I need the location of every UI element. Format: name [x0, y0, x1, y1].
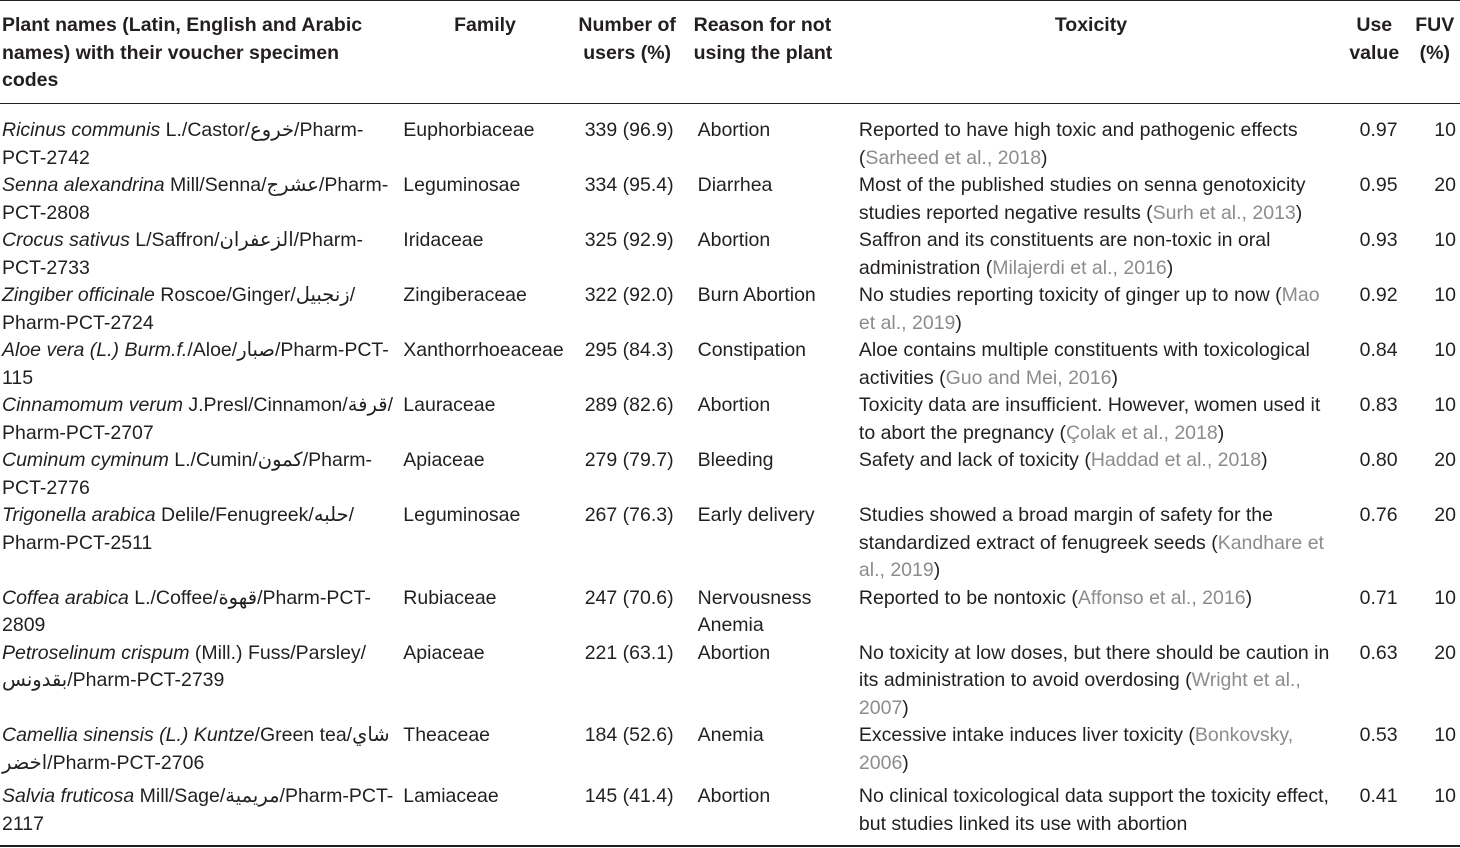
- table-row: [0, 282, 1460, 337]
- table-row: [0, 585, 1460, 640]
- reason-text: Constipation: [697, 339, 807, 361]
- users-count: 267 (76.3): [584, 504, 674, 526]
- use-value: 0.41: [1359, 785, 1398, 807]
- citation-link: Kandhare et al., 2019: [858, 531, 1324, 581]
- reason-text: Abortion: [697, 119, 771, 141]
- family-name: Zingiberaceae: [403, 284, 527, 306]
- reason-cell: [684, 447, 843, 502]
- users-cell: [571, 282, 684, 337]
- use-value: 0.84: [1359, 339, 1398, 361]
- toxicity-cell: [843, 722, 1339, 783]
- toxicity-cell: [843, 392, 1339, 447]
- family-cell: [399, 392, 570, 447]
- plant-details: J.Presl/Cinnamon/قرفة/ Pharm-PCT-2707: [2, 394, 393, 444]
- family-name: Rubiaceae: [403, 586, 497, 609]
- use-value-cell: [1339, 172, 1410, 227]
- users-cell: [571, 392, 684, 447]
- use-value-cell: [1339, 227, 1410, 282]
- fuv-cell: [1410, 447, 1460, 502]
- family-name: Xanthorrhoeaceae: [403, 339, 564, 361]
- toxicity-text: Safety and lack of toxicity (: [858, 449, 1091, 471]
- latin-name: Senna alexandrina: [2, 174, 165, 196]
- fuv-value: 10: [1434, 724, 1456, 746]
- use-value: 0.95: [1359, 174, 1398, 196]
- reason-text: Abortion: [697, 394, 771, 416]
- header-plant: Plant names (Latin, English and Arabic names) with their voucher specimen codes: [2, 14, 363, 91]
- fuv-value: 20: [1434, 504, 1456, 526]
- reason-cell: [684, 502, 843, 585]
- toxicity-cell: [843, 502, 1339, 585]
- family-cell: [399, 722, 570, 783]
- plant-name-cell: [0, 640, 399, 723]
- toxicity-close: ): [902, 696, 909, 719]
- toxicity-close: ): [955, 311, 962, 334]
- toxicity-text: Saffron and its constituents are non-toxic in oral administration (: [858, 229, 1271, 279]
- fuv-cell: [1410, 722, 1460, 783]
- plant-details: L./Cumin/كمون/Pharm-PCT-2776: [2, 449, 373, 499]
- users-count: 184 (52.6): [584, 724, 674, 746]
- fuv-value: 10: [1434, 339, 1456, 361]
- latin-name: Coffea arabica: [2, 586, 129, 609]
- plant-name-cell: [0, 282, 399, 337]
- use-value-cell: [1339, 640, 1410, 723]
- fuv-cell: [1410, 337, 1460, 392]
- plant-name-cell: [0, 783, 399, 838]
- fuv-cell: [1410, 640, 1460, 723]
- toxicity-text: No studies reporting toxicity of ginger up to now (: [858, 284, 1282, 306]
- users-cell: [571, 103, 684, 172]
- family-cell: [399, 227, 570, 282]
- use-value-cell: [1339, 447, 1410, 502]
- table-row: [0, 392, 1460, 447]
- toxicity-cell: [843, 585, 1339, 640]
- fuv-value: 10: [1434, 119, 1456, 141]
- table-row: [0, 227, 1460, 282]
- family-name: Lamiaceae: [403, 785, 499, 807]
- citation-link: Bonkovsky, 2006: [858, 724, 1294, 774]
- citation-link: Surh et al., 2013: [1152, 201, 1296, 224]
- plant-name-cell: [0, 392, 399, 447]
- users-cell: [571, 447, 684, 502]
- plant-details: L/Saffron/الزعفران/Pharm-PCT-2733: [2, 229, 363, 279]
- use-value-cell: [1339, 103, 1410, 172]
- toxicity-text: Toxicity data are insufficient. However, women used it to abort the pregnancy (: [858, 394, 1321, 444]
- users-cell: [571, 722, 684, 783]
- plant-name-cell: [0, 722, 399, 783]
- table-row: [0, 722, 1460, 783]
- latin-name: Crocus sativus: [2, 229, 130, 251]
- header-family: Family: [454, 14, 516, 36]
- users-cell: [571, 783, 684, 838]
- toxicity-cell: [843, 227, 1339, 282]
- citation-link: Sarheed et al., 2018: [865, 146, 1042, 169]
- toxicity-text: No clinical toxicological data support the toxicity effect, but studies linked its use with abortion: [858, 785, 1329, 835]
- fuv-value: 10: [1434, 394, 1456, 416]
- family-cell: [399, 337, 570, 392]
- reason-text: Anemia: [697, 724, 764, 746]
- family-cell: [399, 640, 570, 723]
- use-value: 0.80: [1359, 449, 1398, 471]
- toxicity-close: ): [1111, 366, 1118, 389]
- fuv-cell: [1410, 585, 1460, 640]
- reason-cell: [684, 585, 843, 640]
- header-use-value: Use value: [1349, 14, 1400, 64]
- citation-link: Mao et al., 2019: [858, 284, 1320, 334]
- reason-cell: [684, 722, 843, 783]
- latin-name: Zingiber officinale: [2, 284, 155, 306]
- use-value-cell: [1339, 585, 1410, 640]
- header-toxicity: Toxicity: [1054, 14, 1128, 36]
- users-cell: [571, 227, 684, 282]
- use-value-cell: [1339, 783, 1410, 838]
- plant-details: /Green tea/شاي اخضر/Pharm-PCT-2706: [2, 724, 390, 774]
- plant-name-cell: [0, 337, 399, 392]
- citation-link: Wright et al., 2007: [858, 669, 1301, 719]
- table-row: [0, 502, 1460, 585]
- use-value: 0.93: [1359, 229, 1398, 251]
- use-value: 0.97: [1359, 119, 1398, 141]
- users-count: 322 (92.0): [584, 284, 674, 306]
- family-name: Theaceae: [403, 724, 491, 746]
- toxicity-text: Reported to be nontoxic (: [858, 586, 1078, 609]
- citation-link: Haddad et al., 2018: [1090, 449, 1262, 471]
- toxicity-text: Aloe contains multiple constituents with toxicological activities (: [858, 339, 1310, 389]
- toxicity-cell: [843, 103, 1339, 172]
- family-name: Lauraceae: [403, 394, 496, 416]
- family-name: Apiaceae: [403, 641, 485, 664]
- users-cell: [571, 585, 684, 640]
- reason-cell: [684, 103, 843, 172]
- reason-cell: [684, 640, 843, 723]
- fuv-value: 10: [1434, 586, 1456, 609]
- reason-text: Abortion: [697, 229, 771, 251]
- use-value: 0.53: [1359, 724, 1398, 746]
- toxicity-close: ): [1261, 449, 1268, 471]
- plant-details: Mill/Sage/مريمية/Pharm-PCT-2117: [2, 785, 394, 835]
- users-count: 221 (63.1): [584, 641, 674, 664]
- toxicity-cell: [843, 783, 1339, 838]
- table-row: [0, 640, 1460, 723]
- family-cell: [399, 172, 570, 227]
- fuv-value: 20: [1434, 641, 1456, 664]
- table-body: [0, 103, 1460, 838]
- toxicity-text: No toxicity at low doses, but there should be caution in its administration to avoid overdosing (: [858, 641, 1330, 691]
- table-row: [0, 103, 1460, 172]
- citation-link: Milajerdi et al., 2016: [992, 256, 1167, 279]
- reason-text: Nervousness Anemia: [697, 586, 812, 636]
- latin-name: Cuminum cyminum: [2, 449, 169, 471]
- table-row: [0, 172, 1460, 227]
- table-row: [0, 337, 1460, 392]
- users-cell: [571, 640, 684, 723]
- toxicity-close: ): [1295, 201, 1303, 224]
- table-row: [0, 447, 1460, 502]
- reason-text: Abortion: [697, 785, 771, 807]
- family-cell: [399, 585, 570, 640]
- reason-text: Early delivery: [697, 504, 815, 526]
- latin-name: Ricinus communis: [2, 119, 161, 141]
- use-value-cell: [1339, 337, 1410, 392]
- plant-details: Roscoe/Ginger/زنجبيل/ Pharm-PCT-2724: [2, 284, 356, 334]
- family-name: Euphorbiaceae: [403, 119, 535, 141]
- toxicity-cell: [843, 447, 1339, 502]
- fuv-cell: [1410, 392, 1460, 447]
- header-fuv: FUV (%): [1415, 14, 1455, 64]
- toxicity-close: ): [1217, 421, 1225, 444]
- users-count: 279 (79.7): [584, 449, 674, 471]
- family-name: Leguminosae: [403, 174, 521, 196]
- toxicity-text: Excessive intake induces liver toxicity (: [858, 724, 1195, 746]
- fuv-value: 10: [1434, 284, 1456, 306]
- toxicity-cell: [843, 640, 1339, 723]
- reason-text: Diarrhea: [697, 174, 773, 196]
- reason-text: Bleeding: [697, 449, 774, 471]
- family-cell: [399, 282, 570, 337]
- family-name: Leguminosae: [403, 504, 521, 526]
- use-value: 0.76: [1359, 504, 1398, 526]
- latin-name: Petroselinum crispum: [2, 641, 190, 664]
- latin-name: Salvia fruticosa: [2, 785, 135, 807]
- plant-details: L./Castor/خروع/Pharm-PCT-2742: [2, 119, 364, 169]
- reason-cell: [684, 337, 843, 392]
- users-cell: [571, 172, 684, 227]
- plant-details: L./Coffee/قهوة/Pharm-PCT-2809: [2, 586, 371, 636]
- use-value-cell: [1339, 392, 1410, 447]
- fuv-cell: [1410, 783, 1460, 838]
- use-value: 0.71: [1359, 586, 1398, 609]
- citation-link: Affonso et al., 2016: [1077, 586, 1246, 609]
- fuv-cell: [1410, 103, 1460, 172]
- fuv-value: 10: [1434, 785, 1456, 807]
- plant-name-cell: [0, 227, 399, 282]
- plant-name-cell: [0, 447, 399, 502]
- plant-details: Delile/Fenugreek/حلبه/ Pharm-PCT-2511: [2, 504, 355, 554]
- use-value: 0.92: [1359, 284, 1398, 306]
- table-row: [0, 783, 1460, 838]
- toxicity-close: ): [1041, 146, 1048, 169]
- fuv-value: 20: [1434, 449, 1456, 471]
- toxicity-cell: [843, 337, 1339, 392]
- plant-name-cell: [0, 103, 399, 172]
- reason-text: Burn Abortion: [697, 284, 816, 306]
- toxicity-close: ): [1166, 256, 1174, 279]
- toxicity-cell: [843, 282, 1339, 337]
- toxicity-cell: [843, 172, 1339, 227]
- plant-name-cell: [0, 502, 399, 585]
- plant-details: /Aloe/صبار/Pharm-PCT-115: [2, 339, 389, 389]
- reason-cell: [684, 172, 843, 227]
- users-count: 295 (84.3): [584, 339, 674, 361]
- users-count: 339 (96.9): [584, 119, 674, 141]
- latin-name: Camellia sinensis (L.) Kuntze: [2, 724, 255, 746]
- citation-link: Guo and Mei, 2016: [945, 366, 1112, 389]
- fuv-cell: [1410, 282, 1460, 337]
- use-value-cell: [1339, 502, 1410, 585]
- toxicity-text: Reported to have high toxic and pathogenic effects (: [858, 119, 1298, 169]
- family-cell: [399, 502, 570, 585]
- latin-name: Aloe vera (L.) Burm.f.: [2, 339, 188, 361]
- users-cell: [571, 337, 684, 392]
- use-value: 0.83: [1359, 394, 1398, 416]
- header-users: Number of users (%): [578, 14, 676, 64]
- header-row: [0, 0, 1460, 103]
- citation-link: Çolak et al., 2018: [1065, 421, 1218, 444]
- fuv-cell: [1410, 227, 1460, 282]
- users-count: 289 (82.6): [584, 394, 674, 416]
- fuv-value: 10: [1434, 229, 1456, 251]
- toxicity-text: Studies showed a broad margin of safety for the standardized extract of fenugreek seeds (: [858, 504, 1273, 554]
- family-name: Apiaceae: [403, 449, 485, 471]
- reason-cell: [684, 227, 843, 282]
- family-cell: [399, 447, 570, 502]
- users-count: 325 (92.9): [584, 229, 674, 251]
- bottom-rule: [0, 845, 1460, 847]
- family-name: Iridaceae: [403, 229, 484, 251]
- toxicity-close: ): [902, 751, 909, 774]
- toxicity-close: ): [1245, 586, 1253, 609]
- fuv-cell: [1410, 172, 1460, 227]
- toxicity-text: Most of the published studies on senna genotoxicity studies reported negative results (: [858, 174, 1306, 224]
- latin-name: Cinnamomum verum: [2, 394, 183, 416]
- users-count: 145 (41.4): [584, 785, 674, 807]
- plant-details: Mill/Senna/عشرج/Pharm-PCT-2808: [2, 174, 389, 224]
- header-reason: Reason for not using the plant: [693, 14, 833, 64]
- toxicity-close: ): [933, 559, 941, 581]
- use-value: 0.63: [1359, 641, 1398, 664]
- use-value-cell: [1339, 282, 1410, 337]
- plant-name-cell: [0, 585, 399, 640]
- plant-name-cell: [0, 172, 399, 227]
- users-count: 247 (70.6): [584, 586, 674, 609]
- users-cell: [571, 502, 684, 585]
- reason-text: Abortion: [697, 641, 771, 664]
- reason-cell: [684, 783, 843, 838]
- fuv-cell: [1410, 502, 1460, 585]
- family-cell: [399, 783, 570, 838]
- latin-name: Trigonella arabica: [2, 504, 156, 526]
- plant-details: (Mill.) Fuss/Parsley/ بقدونس/Pharm-PCT-2739: [2, 641, 367, 691]
- reason-cell: [684, 392, 843, 447]
- users-count: 334 (95.4): [584, 174, 674, 196]
- use-value-cell: [1339, 722, 1410, 783]
- fuv-value: 20: [1434, 174, 1456, 196]
- family-cell: [399, 103, 570, 172]
- reason-cell: [684, 282, 843, 337]
